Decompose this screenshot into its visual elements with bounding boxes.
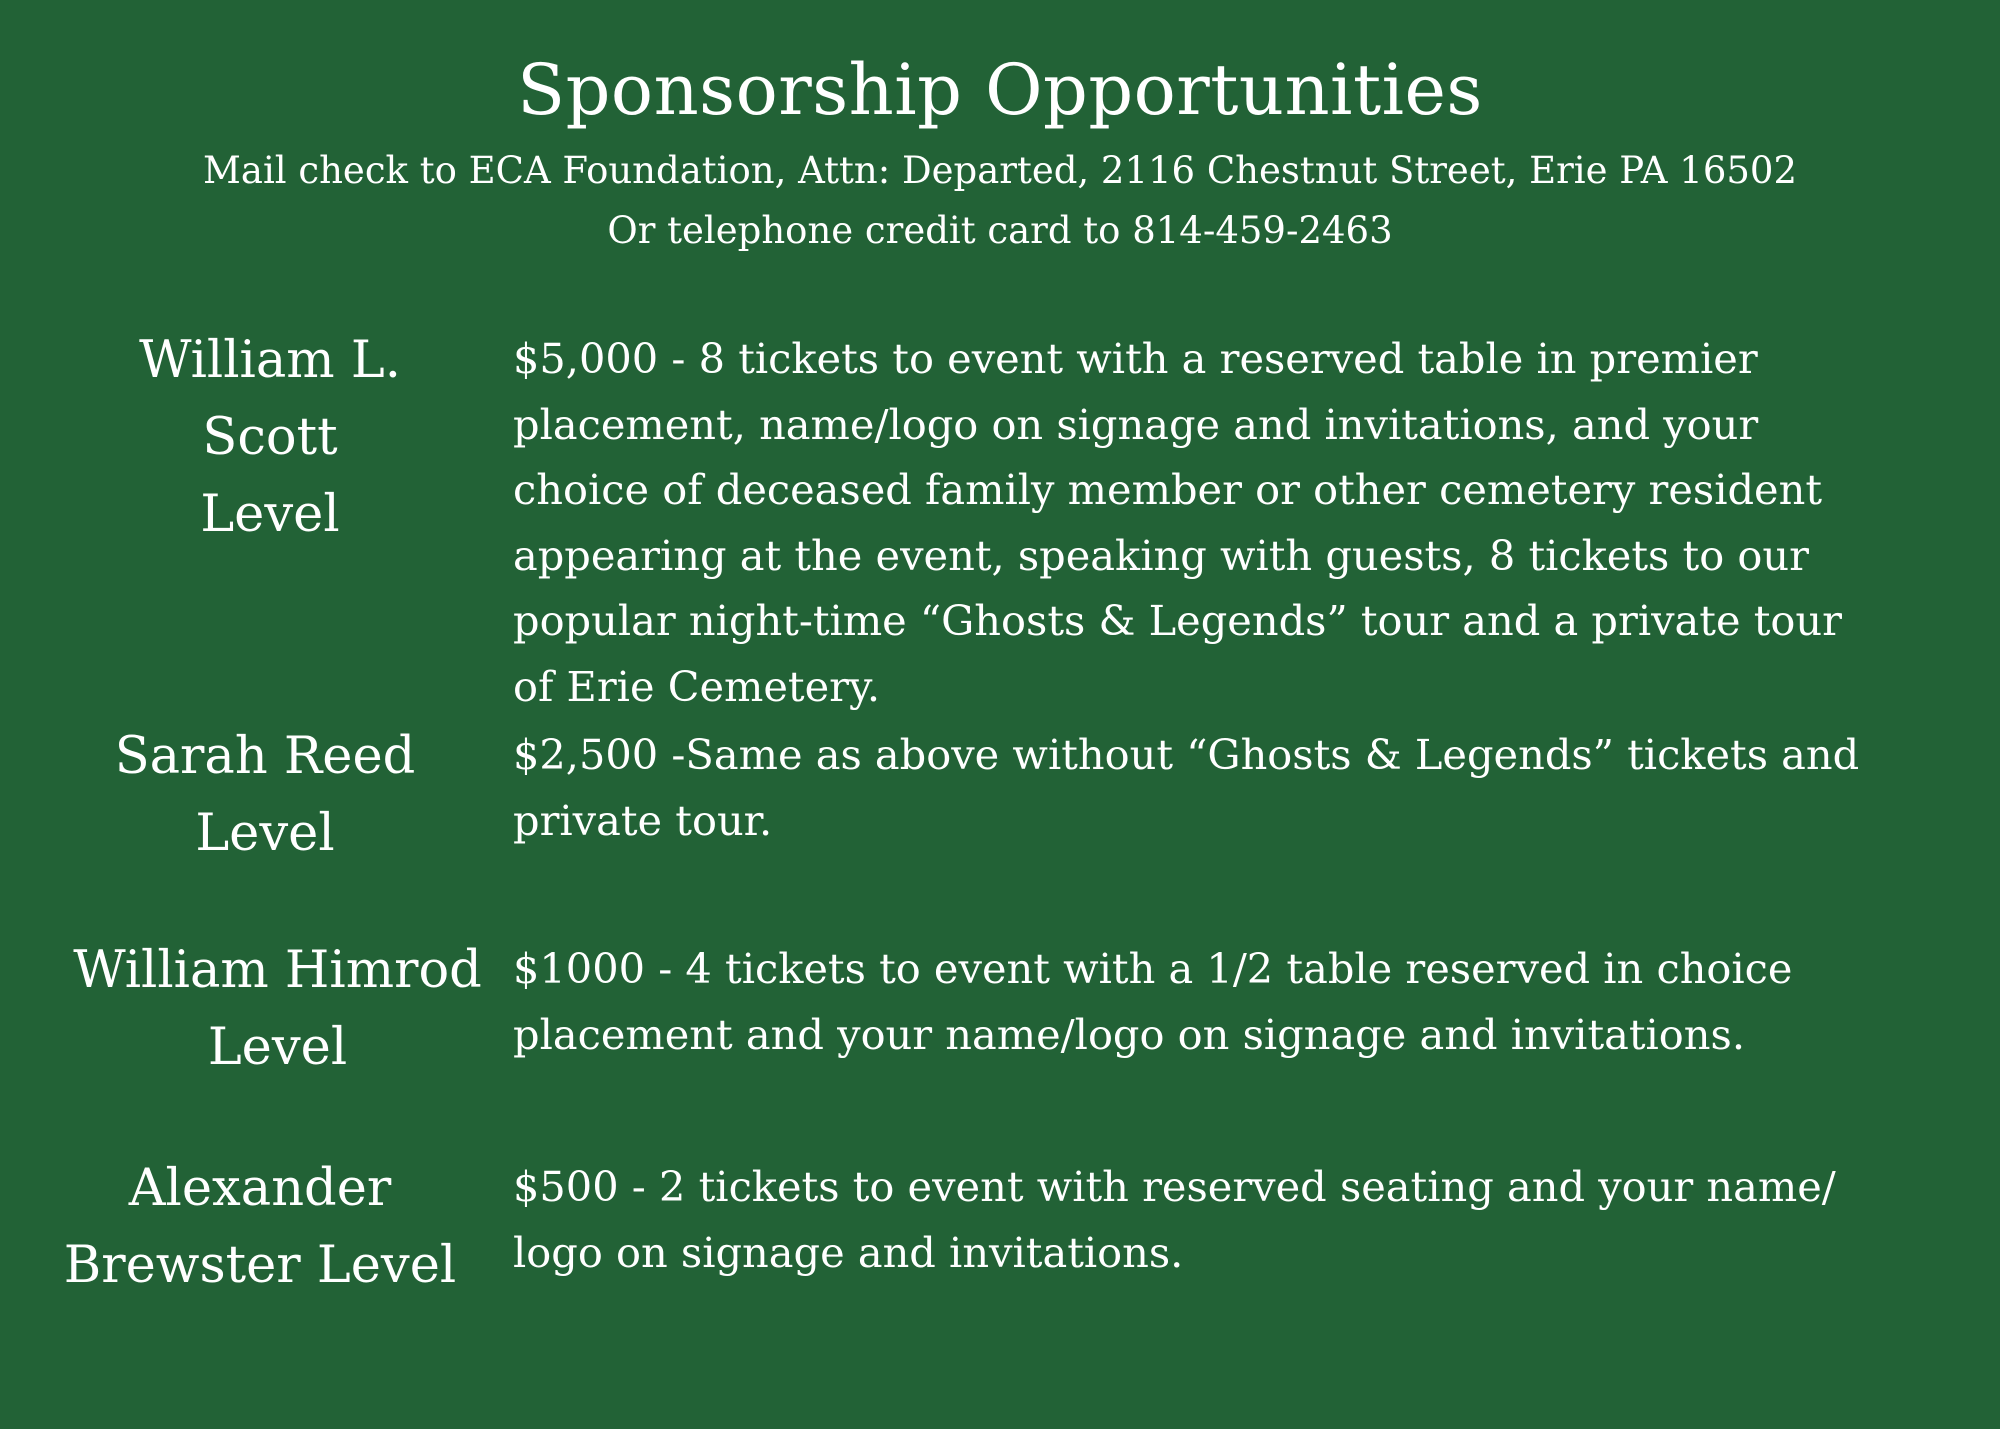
level-name xyxy=(60,718,470,872)
level-name xyxy=(70,932,485,1086)
level-name-line1: William L. Scott xyxy=(139,331,401,467)
level-description: $2,500 -Same as above without “Ghosts & Legends” tickets and private tour. xyxy=(513,730,1860,845)
level-name-line2: Level xyxy=(200,485,340,544)
level-description: $1000 - 4 tickets to event with a 1/2 table reserved in choice placement and your name/logo on signage and invitations. xyxy=(513,944,1793,1059)
page-title: Sponsorship Opportunities xyxy=(517,49,1483,131)
mail-instructions: Mail check to ECA Foundation, Attn: Departed, 2116 Chestnut Street, Erie PA 16502 xyxy=(203,149,1797,192)
level-name xyxy=(50,1150,470,1304)
phone-instructions: Or telephone credit card to 814-459-2463 xyxy=(607,209,1393,252)
level-name-line2: Brewster Level xyxy=(63,1236,457,1295)
level-description: $500 - 2 tickets to event with reserved seating and your name/ logo on signage and invitations. xyxy=(513,1162,1836,1277)
level-name-line2: Level xyxy=(207,1018,348,1077)
level-name-line1: Sarah Reed xyxy=(114,727,416,786)
level-name-line1: Alexander xyxy=(128,1159,392,1218)
level-description: $5,000 - 8 tickets to event with a reserved table in premier placement, name/logo on signage and invitations, and your choice of deceased family member or other cemetery resident appearing at the event, speaking with guests, 8 tickets to our popular night-time “Ghosts & Legends” tour and a private tour of Erie Cemetery. xyxy=(513,334,1842,711)
level-name xyxy=(70,322,470,553)
level-name-line1: William Himrod xyxy=(73,941,482,1000)
level-name-line2: Level xyxy=(195,804,335,863)
